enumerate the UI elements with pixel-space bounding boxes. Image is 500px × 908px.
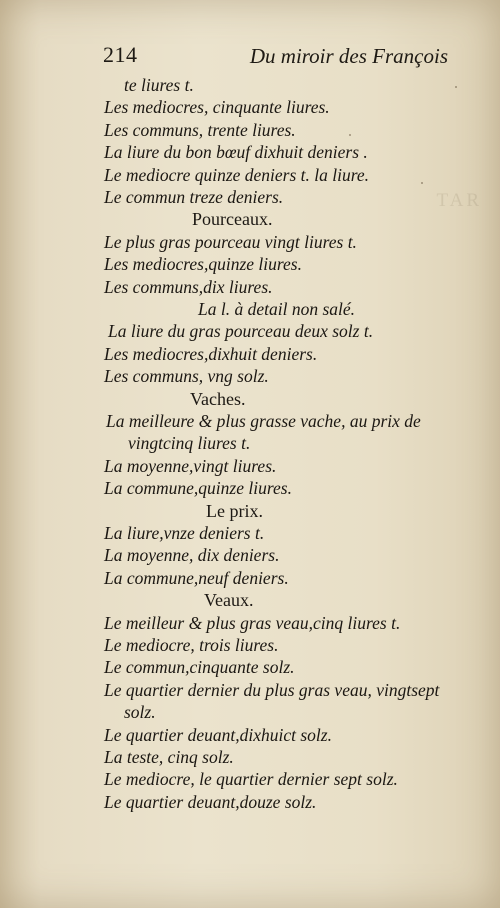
line-16: vingtcinq liures t.	[128, 433, 251, 453]
line-21: La moyenne, dix deniers.	[104, 545, 280, 565]
line-24: Le meilleur & plus gras veau,cinq liures t.	[104, 613, 401, 633]
line-18: La commune,quinze liures.	[104, 478, 292, 498]
line-12: Les mediocres,dixhuit deniers.	[104, 344, 318, 364]
line-26: Le commun,cinquante solz.	[104, 657, 295, 677]
line-9: Les communs,dix liures.	[104, 277, 273, 297]
line-20: La liure,vnze deniers t.	[104, 523, 265, 543]
ink-speck	[349, 134, 351, 136]
line-2: Les communs, trente liures.	[104, 120, 296, 140]
line-29: Le quartier deuant,dixhuict solz.	[104, 725, 332, 745]
line-31: Le mediocre, le quartier dernier sept solz.	[104, 769, 398, 789]
line-15: La meilleure & plus grasse vache, au prix de	[106, 411, 421, 431]
show-through-ink: TAR	[436, 190, 482, 211]
line-8: Les mediocres,quinze liures.	[104, 254, 302, 274]
page-header	[103, 42, 476, 76]
line-30: La teste, cinq solz.	[104, 747, 234, 767]
heading-le-prix: Le prix.	[206, 501, 263, 521]
line-1: Les mediocres, cinquante liures.	[104, 97, 330, 117]
line-7: Le plus gras pourceau vingt liures t.	[104, 232, 357, 252]
heading-veaux: Veaux.	[204, 590, 254, 610]
line-22: La commune,neuf deniers.	[104, 568, 289, 588]
subheading-detail: La l. à detail non salé.	[198, 299, 356, 319]
page-number: 214	[103, 42, 138, 67]
line-3: La liure du bon bœuf dixhuit deniers .	[104, 142, 368, 162]
line-5: Le commun treze deniers.	[104, 187, 284, 207]
line-28: solz.	[124, 702, 156, 722]
line-13: Les communs, vng solz.	[104, 366, 269, 386]
line-32: Le quartier deuant,douze solz.	[104, 792, 317, 812]
line-25: Le mediocre, trois liures.	[104, 635, 279, 655]
line-11: La liure du gras pourceau deux solz t.	[108, 321, 374, 341]
running-title: Du miroir des François	[249, 44, 448, 68]
heading-pourceaux: Pourceaux.	[192, 209, 273, 229]
ink-speck	[455, 86, 457, 88]
line-0: te liures t.	[124, 75, 194, 95]
ink-speck	[421, 182, 423, 184]
line-4: Le mediocre quinze deniers t. la liure.	[104, 165, 370, 185]
line-17: La moyenne,vingt liures.	[104, 456, 277, 476]
heading-vaches: Vaches.	[190, 389, 246, 409]
line-27: Le quartier dernier du plus gras veau, vingtsept	[104, 680, 440, 700]
